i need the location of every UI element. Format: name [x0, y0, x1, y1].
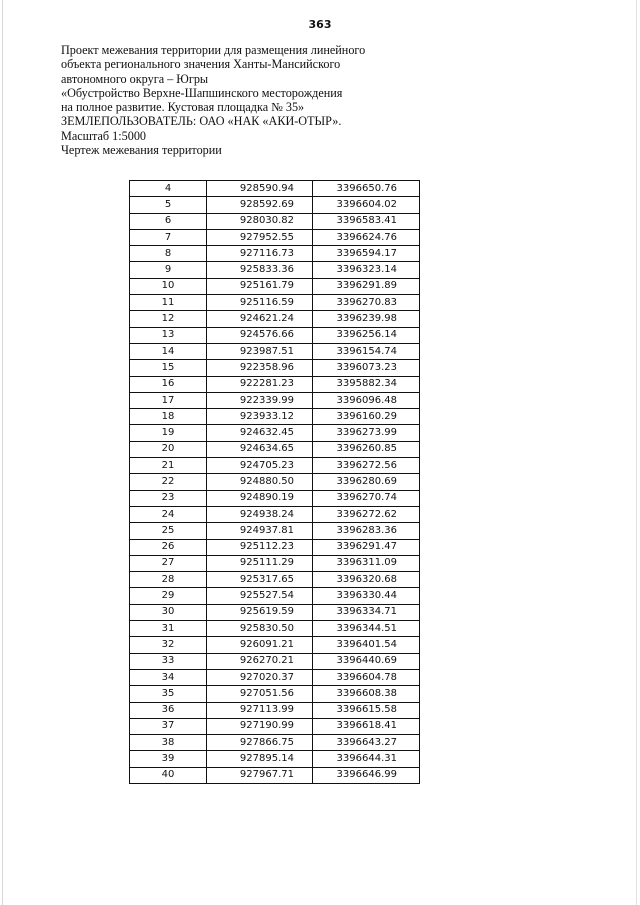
- table-row: [130, 197, 420, 213]
- point-number-cell: 23: [130, 490, 207, 506]
- x-coordinate-cell: 924576.66: [207, 327, 313, 343]
- point-number-cell: 39: [130, 751, 207, 767]
- header-line-8: Чертеж межевания территории: [61, 143, 222, 158]
- y-coordinate-cell: 3396283.36: [313, 523, 420, 539]
- point-number-cell: 13: [130, 327, 207, 343]
- point-number-cell: 36: [130, 702, 207, 718]
- y-coordinate-cell: 3396160.29: [313, 409, 420, 425]
- x-coordinate-cell: 922281.23: [207, 376, 313, 392]
- x-coordinate-cell: 926270.21: [207, 653, 313, 669]
- table-row: [130, 653, 420, 669]
- point-number-cell: 14: [130, 343, 207, 359]
- y-coordinate-cell: 3396270.74: [313, 490, 420, 506]
- y-coordinate-cell: 3396260.85: [313, 441, 420, 457]
- point-number-cell: 20: [130, 441, 207, 457]
- table-row: [130, 392, 420, 408]
- table-row: [130, 262, 420, 278]
- table-row: [130, 621, 420, 637]
- point-number-cell: 12: [130, 311, 207, 327]
- y-coordinate-cell: 3396624.76: [313, 229, 420, 245]
- header-line-7: Масштаб 1:5000: [61, 128, 147, 143]
- y-coordinate-cell: 3396256.14: [313, 327, 420, 343]
- point-number-cell: 21: [130, 458, 207, 474]
- y-coordinate-cell: 3396604.02: [313, 197, 420, 213]
- table-row: [130, 474, 420, 490]
- x-coordinate-cell: 923987.51: [207, 343, 313, 359]
- table-row: [130, 572, 420, 588]
- header-line-3: автономного округа – Югры: [61, 71, 209, 86]
- point-number-cell: 32: [130, 637, 207, 653]
- x-coordinate-cell: 927020.37: [207, 669, 313, 685]
- coordinates-table: [129, 180, 420, 784]
- table-row: [130, 278, 420, 294]
- point-number-cell: 26: [130, 539, 207, 555]
- x-coordinate-cell: 927967.71: [207, 767, 313, 783]
- point-number-cell: 28: [130, 572, 207, 588]
- table-row: [130, 327, 420, 343]
- table-row: [130, 246, 420, 262]
- y-coordinate-cell: 3396291.89: [313, 278, 420, 294]
- x-coordinate-cell: 927051.56: [207, 686, 313, 702]
- x-coordinate-cell: 924880.50: [207, 474, 313, 490]
- table-row: [130, 213, 420, 229]
- table-row: [130, 441, 420, 457]
- x-coordinate-cell: 927866.75: [207, 735, 313, 751]
- point-number-cell: 27: [130, 555, 207, 571]
- header-line-1: Проект межевания территории для размещения линейного: [61, 43, 366, 57]
- table-row: [130, 588, 420, 604]
- point-number-cell: 9: [130, 262, 207, 278]
- y-coordinate-cell: 3396594.17: [313, 246, 420, 262]
- y-coordinate-cell: 3396272.56: [313, 458, 420, 474]
- y-coordinate-cell: 3396643.27: [313, 735, 420, 751]
- point-number-cell: 31: [130, 621, 207, 637]
- x-coordinate-cell: 924937.81: [207, 523, 313, 539]
- x-coordinate-cell: 928030.82: [207, 213, 313, 229]
- table-row: [130, 604, 420, 620]
- y-coordinate-cell: 3396280.69: [313, 474, 420, 490]
- x-coordinate-cell: 922358.96: [207, 360, 313, 376]
- coordinates-table-body: [130, 181, 420, 784]
- point-number-cell: 16: [130, 376, 207, 392]
- table-row: [130, 767, 420, 783]
- x-coordinate-cell: 926091.21: [207, 637, 313, 653]
- table-row: [130, 637, 420, 653]
- table-row: [130, 686, 420, 702]
- table-row: [130, 343, 420, 359]
- point-number-cell: 33: [130, 653, 207, 669]
- y-coordinate-cell: 3396334.71: [313, 604, 420, 620]
- y-coordinate-cell: 3396650.76: [313, 181, 420, 197]
- table-row: [130, 735, 420, 751]
- y-coordinate-cell: 3396583.41: [313, 213, 420, 229]
- table-row: [130, 229, 420, 245]
- y-coordinate-cell: 3396615.58: [313, 702, 420, 718]
- y-coordinate-cell: 3396154.74: [313, 343, 420, 359]
- point-number-cell: 18: [130, 409, 207, 425]
- table-row: [130, 718, 420, 734]
- y-coordinate-cell: 3396608.38: [313, 686, 420, 702]
- table-row: [130, 702, 420, 718]
- x-coordinate-cell: 925833.36: [207, 262, 313, 278]
- table-row: [130, 751, 420, 767]
- x-coordinate-cell: 924621.24: [207, 311, 313, 327]
- y-coordinate-cell: 3396440.69: [313, 653, 420, 669]
- y-coordinate-cell: 3396291.47: [313, 539, 420, 555]
- x-coordinate-cell: 923933.12: [207, 409, 313, 425]
- x-coordinate-cell: 925619.59: [207, 604, 313, 620]
- y-coordinate-cell: 3396644.31: [313, 751, 420, 767]
- point-number-cell: 29: [130, 588, 207, 604]
- x-coordinate-cell: 925112.23: [207, 539, 313, 555]
- x-coordinate-cell: 925116.59: [207, 295, 313, 311]
- document-header: [61, 43, 401, 157]
- point-number-cell: 37: [130, 718, 207, 734]
- x-coordinate-cell: 927113.99: [207, 702, 313, 718]
- point-number-cell: 19: [130, 425, 207, 441]
- table-row: [130, 669, 420, 685]
- y-coordinate-cell: 3396311.09: [313, 555, 420, 571]
- table-row: [130, 295, 420, 311]
- table-row: [130, 506, 420, 522]
- point-number-cell: 35: [130, 686, 207, 702]
- point-number-cell: 22: [130, 474, 207, 490]
- y-coordinate-cell: 3396618.41: [313, 718, 420, 734]
- y-coordinate-cell: 3396401.54: [313, 637, 420, 653]
- table-row: [130, 409, 420, 425]
- point-number-cell: 15: [130, 360, 207, 376]
- y-coordinate-cell: 3395882.34: [313, 376, 420, 392]
- table-row: [130, 490, 420, 506]
- x-coordinate-cell: 927116.73: [207, 246, 313, 262]
- table-row: [130, 555, 420, 571]
- point-number-cell: 8: [130, 246, 207, 262]
- page-number: 363: [308, 18, 332, 31]
- point-number-cell: 4: [130, 181, 207, 197]
- y-coordinate-cell: 3396270.83: [313, 295, 420, 311]
- point-number-cell: 10: [130, 278, 207, 294]
- point-number-cell: 40: [130, 767, 207, 783]
- x-coordinate-cell: 925161.79: [207, 278, 313, 294]
- point-number-cell: 34: [130, 669, 207, 685]
- x-coordinate-cell: 925830.50: [207, 621, 313, 637]
- point-number-cell: 30: [130, 604, 207, 620]
- point-number-cell: 7: [130, 229, 207, 245]
- point-number-cell: 11: [130, 295, 207, 311]
- y-coordinate-cell: 3396604.78: [313, 669, 420, 685]
- y-coordinate-cell: 3396273.99: [313, 425, 420, 441]
- point-number-cell: 6: [130, 213, 207, 229]
- table-row: [130, 181, 420, 197]
- x-coordinate-cell: 927190.99: [207, 718, 313, 734]
- x-coordinate-cell: 924938.24: [207, 506, 313, 522]
- x-coordinate-cell: 924634.65: [207, 441, 313, 457]
- x-coordinate-cell: 928592.69: [207, 197, 313, 213]
- table-row: [130, 523, 420, 539]
- x-coordinate-cell: 927895.14: [207, 751, 313, 767]
- y-coordinate-cell: 3396096.48: [313, 392, 420, 408]
- table-row: [130, 376, 420, 392]
- header-line-5: на полное развитие. Кустовая площадка № 35»: [61, 100, 305, 115]
- x-coordinate-cell: 925317.65: [207, 572, 313, 588]
- x-coordinate-cell: 925527.54: [207, 588, 313, 604]
- x-coordinate-cell: 925111.29: [207, 555, 313, 571]
- y-coordinate-cell: 3396239.98: [313, 311, 420, 327]
- x-coordinate-cell: 922339.99: [207, 392, 313, 408]
- y-coordinate-cell: 3396320.68: [313, 572, 420, 588]
- point-number-cell: 25: [130, 523, 207, 539]
- point-number-cell: 24: [130, 506, 207, 522]
- y-coordinate-cell: 3396344.51: [313, 621, 420, 637]
- table-row: [130, 360, 420, 376]
- point-number-cell: 38: [130, 735, 207, 751]
- y-coordinate-cell: 3396272.62: [313, 506, 420, 522]
- header-line-4: «Обустройство Верхне-Шапшинского месторождения: [61, 85, 343, 100]
- y-coordinate-cell: 3396330.44: [313, 588, 420, 604]
- table-row: [130, 539, 420, 555]
- point-number-cell: 17: [130, 392, 207, 408]
- x-coordinate-cell: 928590.94: [207, 181, 313, 197]
- scan-right-edge: [636, 0, 637, 905]
- header-line-2: объекта регионального значения Ханты-Мансийского: [61, 57, 341, 72]
- y-coordinate-cell: 3396323.14: [313, 262, 420, 278]
- x-coordinate-cell: 924890.19: [207, 490, 313, 506]
- y-coordinate-cell: 3396646.99: [313, 767, 420, 783]
- table-row: [130, 311, 420, 327]
- table-row: [130, 425, 420, 441]
- header-line-6: ЗЕМЛЕПОЛЬЗОВАТЕЛЬ: ОАО «НАК «АКИ-ОТЫР».: [61, 114, 342, 129]
- x-coordinate-cell: 927952.55: [207, 229, 313, 245]
- y-coordinate-cell: 3396073.23: [313, 360, 420, 376]
- x-coordinate-cell: 924705.23: [207, 458, 313, 474]
- point-number-cell: 5: [130, 197, 207, 213]
- table-row: [130, 458, 420, 474]
- scan-left-edge: [2, 0, 3, 905]
- x-coordinate-cell: 924632.45: [207, 425, 313, 441]
